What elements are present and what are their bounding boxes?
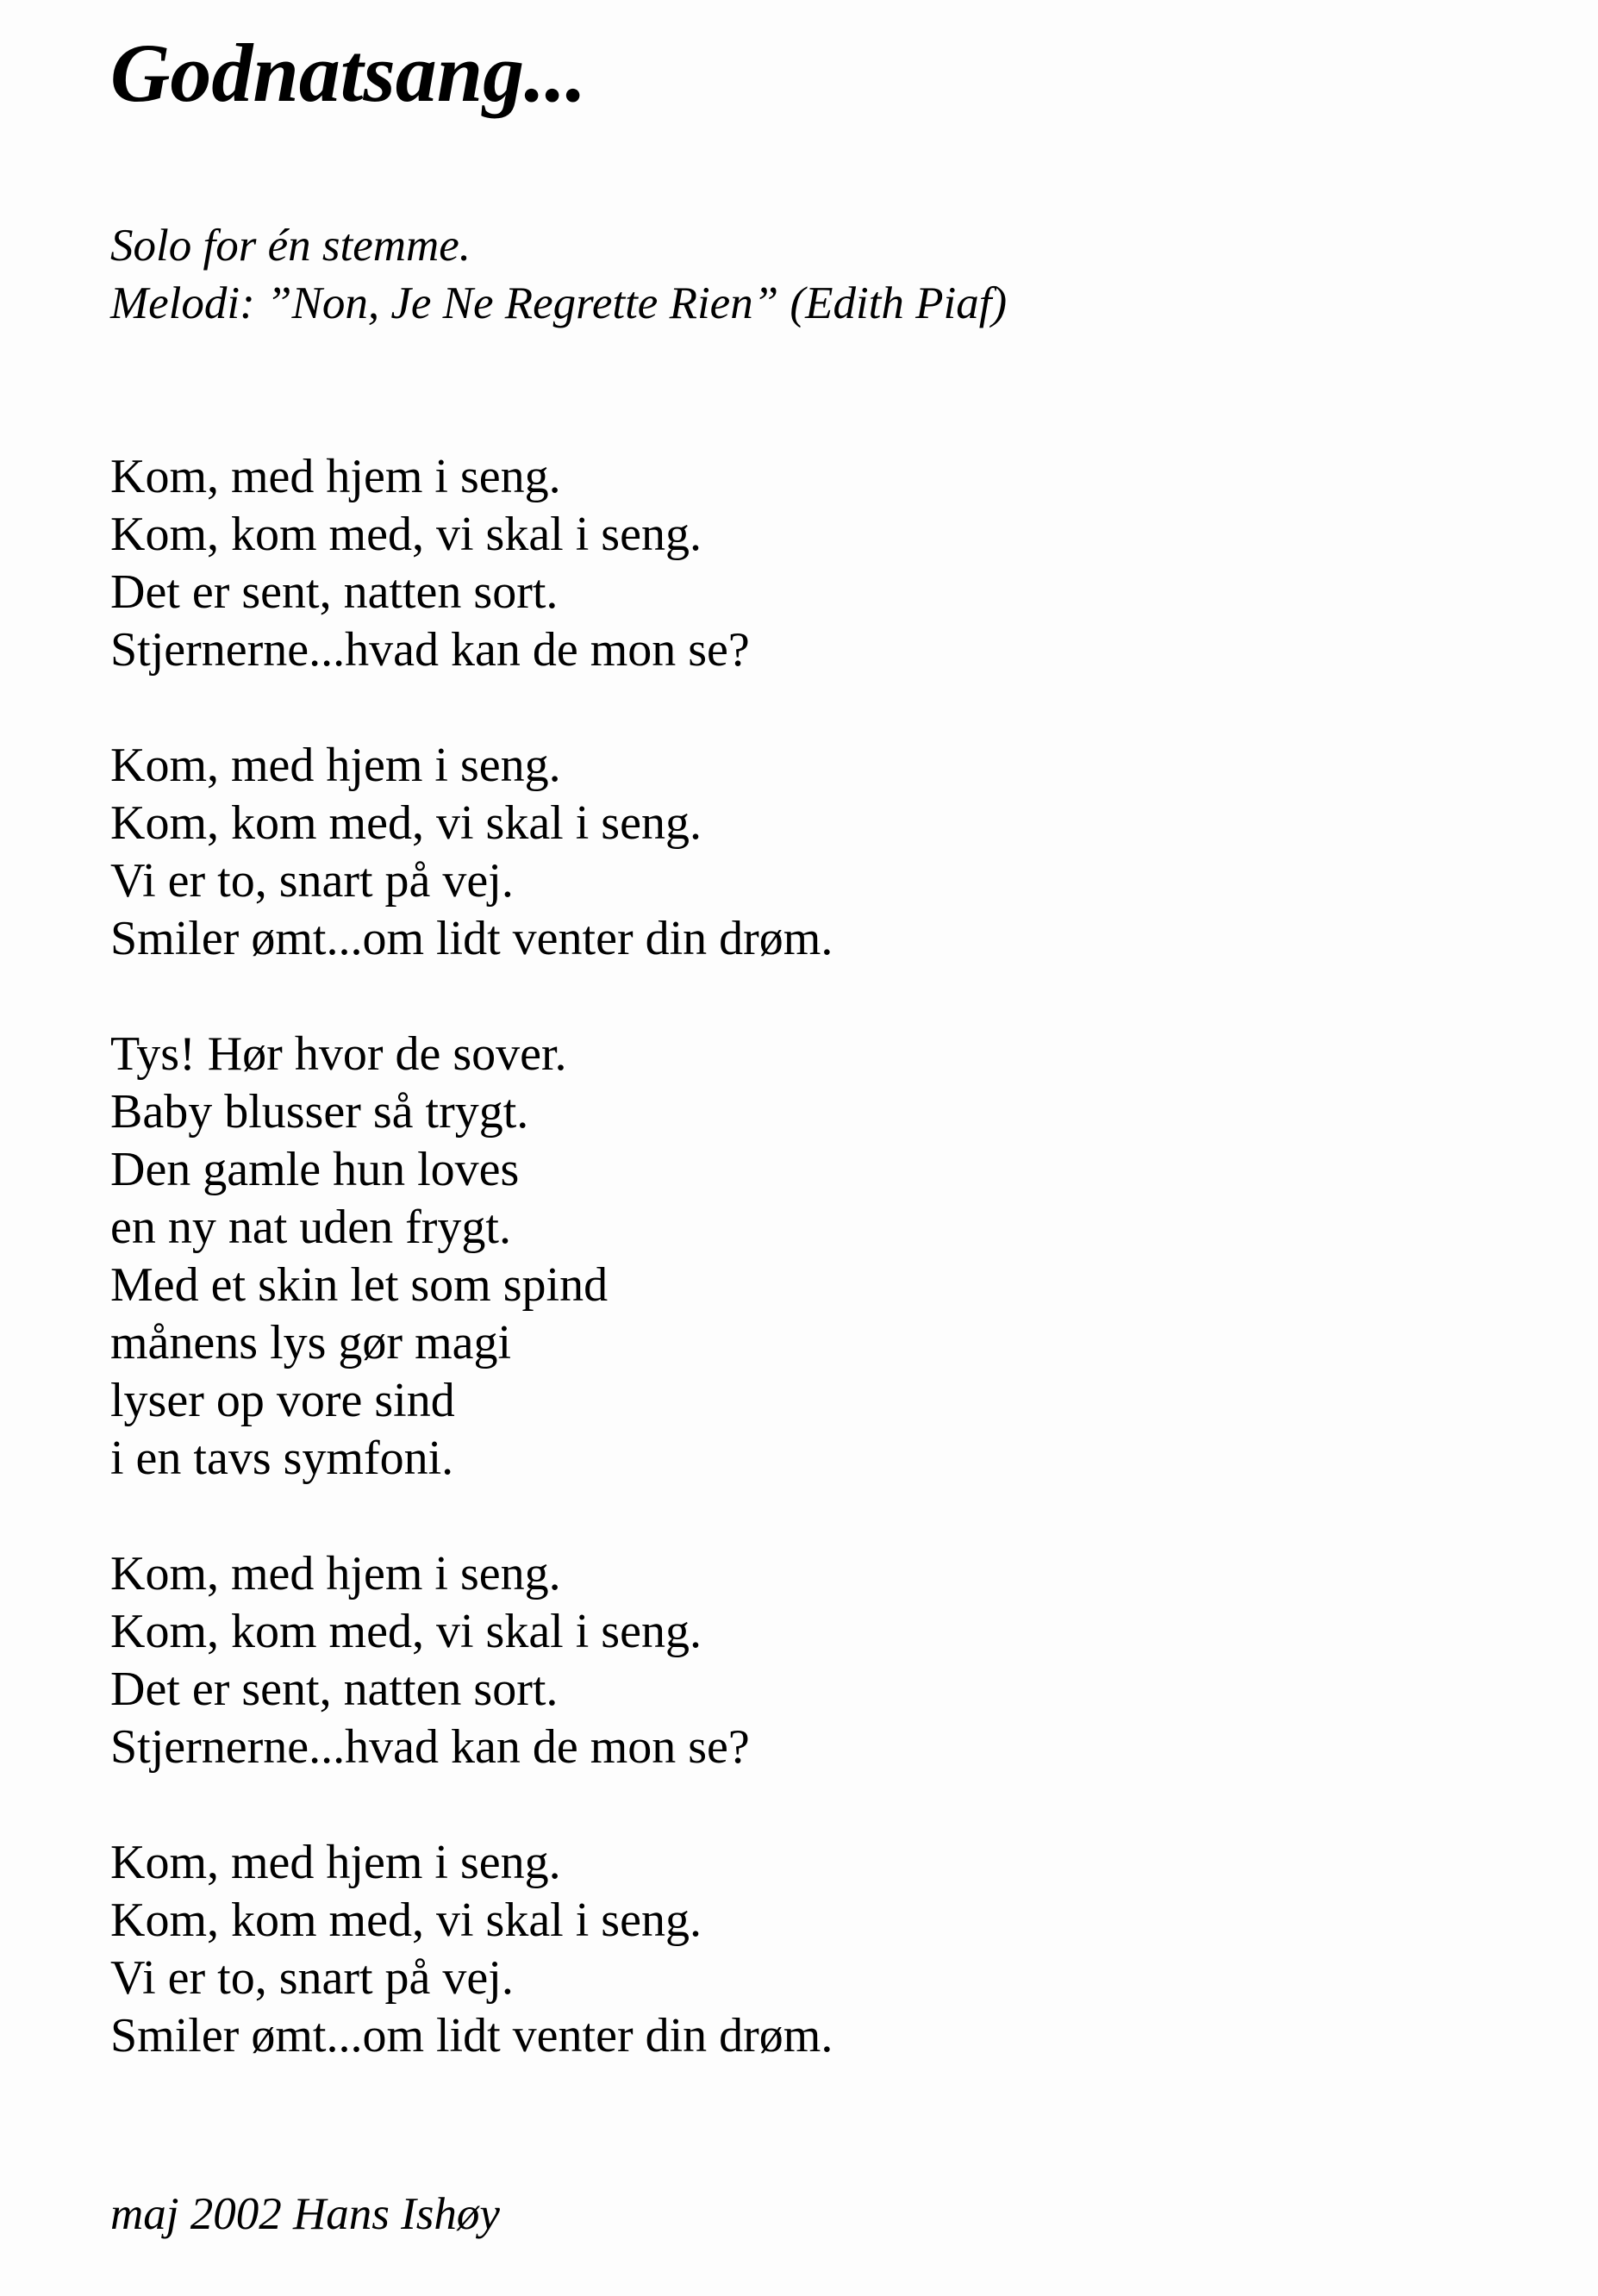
page-title: Godnatsang... xyxy=(110,27,587,119)
lyric-line: Smiler ømt...om lidt venter din drøm. xyxy=(110,2009,833,2062)
lyric-line: Kom, kom med, vi skal i seng. xyxy=(110,796,702,850)
lyric-line: Baby blusser så trygt. xyxy=(110,1085,529,1139)
lyrics xyxy=(110,448,833,2065)
melody-note: Melodi: ”Non, Je Ne Regrette Rien” (Edith Piaf) xyxy=(110,278,1008,328)
lyric-line: Kom, kom med, vi skal i seng. xyxy=(110,1605,702,1658)
lyric-line: Smiler ømt...om lidt venter din drøm. xyxy=(110,912,833,965)
lyric-line: Den gamle hun loves xyxy=(110,1143,520,1196)
lyric-line: i en tavs symfoni. xyxy=(110,1432,454,1485)
lyric-line: Tys! Hør hvor de sover. xyxy=(110,1027,567,1081)
voice-note: Solo for én stemme. xyxy=(110,221,471,271)
stanza-1 xyxy=(110,448,833,679)
lyric-line: en ny nat uden frygt. xyxy=(110,1201,511,1254)
stanza-2 xyxy=(110,737,833,968)
lyric-line: Kom, med hjem i seng. xyxy=(110,1836,561,1889)
stanza-3 xyxy=(110,1026,833,1488)
lyric-line: Med et skin let som spind xyxy=(110,1258,609,1312)
stanza-4 xyxy=(110,1545,833,1776)
lyric-line: Kom, kom med, vi skal i seng. xyxy=(110,1894,702,1947)
lyric-line: Det er sent, natten sort. xyxy=(110,1663,559,1716)
author-signature: maj 2002 Hans Ishøy xyxy=(110,2189,500,2239)
lyric-line: Kom, med hjem i seng. xyxy=(110,1547,561,1600)
lyric-line: Vi er to, snart på vej. xyxy=(110,854,514,908)
lyric-line: Det er sent, natten sort. xyxy=(110,565,559,619)
stanza-5 xyxy=(110,1834,833,2065)
lyric-line: lyser op vore sind xyxy=(110,1374,455,1427)
lyric-line: Vi er to, snart på vej. xyxy=(110,1951,514,2005)
lyric-line: Kom, kom med, vi skal i seng. xyxy=(110,508,702,561)
lyric-line: Kom, med hjem i seng. xyxy=(110,450,561,503)
lyric-line: Stjernerne...hvad kan de mon se? xyxy=(110,1720,750,1774)
lyric-line: månens lys gør magi xyxy=(110,1316,512,1369)
lyric-line: Stjernerne...hvad kan de mon se? xyxy=(110,623,750,677)
lyric-line: Kom, med hjem i seng. xyxy=(110,739,561,792)
song-info xyxy=(110,217,1007,333)
